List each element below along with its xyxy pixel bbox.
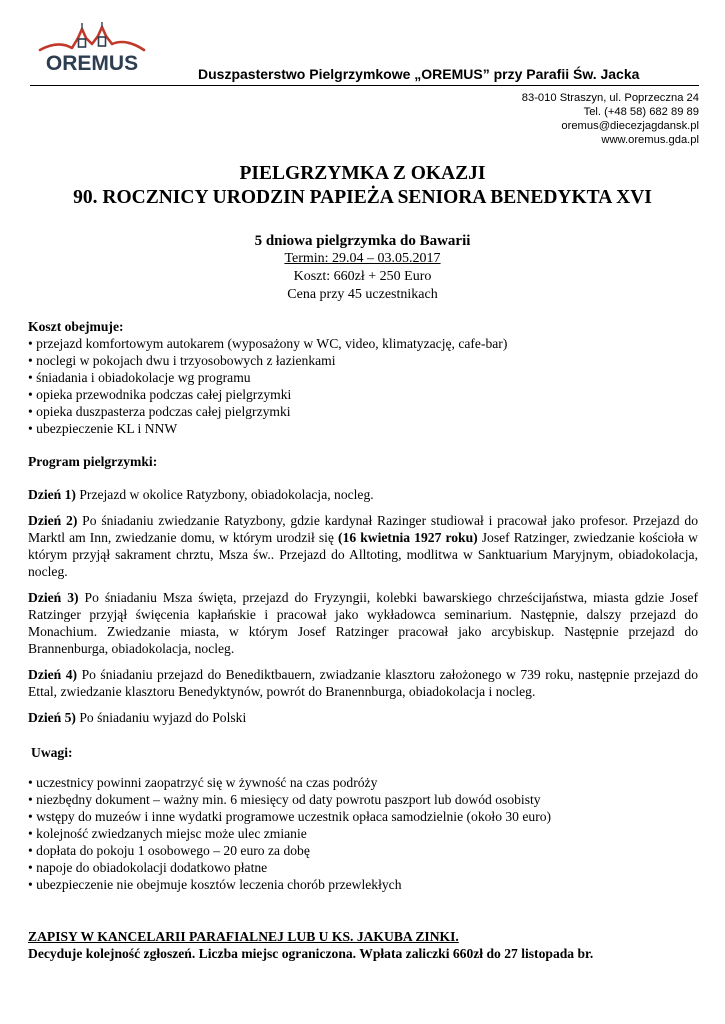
list-item: • opieka przewodnika podczas całej pielgrzymki <box>28 387 292 402</box>
page-title <box>0 162 725 210</box>
day-label: Dzień 4) <box>28 667 78 682</box>
street-address: 83-010 Straszyn, ul. Poprzeczna 24 <box>521 92 699 104</box>
includes-list <box>28 335 698 437</box>
trip-price-note: Cena przy 45 uczestnikach <box>287 287 438 302</box>
day-text: Przejazd w okolice Ratyzbony, obiadokolacja, nocleg. <box>75 487 374 502</box>
list-item: • kolejność zwiedzanych miejsc może ulec zmianie <box>28 826 307 841</box>
oremus-logo <box>38 22 146 80</box>
list-item: • noclegi w pokojach dwu i trzyosobowych z łazienkami <box>28 353 336 368</box>
list-item: • wstępy do muzeów i inne wydatki programowe uczestnik opłaca samodzielnie (około 30 euro) <box>28 809 552 824</box>
notes-list <box>28 774 698 893</box>
title-line-2: 90. ROCZNICY URODZIN PAPIEŻA SENIORA BENEDYKTA XVI <box>73 187 652 208</box>
contact-block <box>522 91 699 147</box>
program-days <box>28 486 698 726</box>
phone-number: Tel. (+48 58) 682 89 89 <box>583 106 699 118</box>
notes-heading: Uwagi: <box>31 745 73 760</box>
program-heading: Program pielgrzymki: <box>28 454 158 469</box>
day-label: Dzień 3) <box>28 590 79 605</box>
day-label: Dzień 1) <box>28 487 76 502</box>
list-item: • ubezpieczenie nie obejmuje kosztów leczenia chorób przewlekłych <box>28 877 402 892</box>
list-item: • uczestnicy powinni zaopatrzyć się w żywność na czas podróży <box>28 775 378 790</box>
day-label: Dzień 2) <box>28 513 78 528</box>
registration-title: ZAPISY W KANCELARII PARAFIALNEJ LUB U KS. JAKUBA ZINKI. <box>28 929 459 944</box>
day-text: Po śniadaniu przejazd do Benediktbauern, zwiadzanie klasztoru założonego w 739 roku, następnie przejazd do Ettal, zwiedzanie klasztoru Benedyktynów, powrót do Branennburga, obiadokolacja i nocleg. <box>28 667 698 699</box>
list-item: • niezbędny dokument – ważny min. 6 miesięcy od daty powrotu paszport lub dowód osobisty <box>28 792 541 807</box>
day-label: Dzień 5) <box>28 710 76 725</box>
list-item: • napoje do obiadokolacji dodatkowo płatne <box>28 860 268 875</box>
trip-summary <box>0 232 725 304</box>
day-text: Josef Ratzinger, zwiedzanie kościoła w którym przyjął sakrament chrztu, Msza św.. Przejazd do Alltoting, modlitwa w Sanktuarium Maryjnym, obiadokolacja, nocleg. <box>28 530 698 579</box>
title-line-1: PIELGRZYMKA Z OKAZJI <box>239 163 486 184</box>
logo-text: OREMUS <box>45 52 139 75</box>
list-item: • opieka duszpasterza podczas całej pielgrzymki <box>28 404 291 419</box>
list-item: • przejazd komfortowym autokarem (wyposażony w WC, video, klimatyzację, cafe-bar) <box>28 336 508 351</box>
day-text: Po śniadaniu Msza święta, przejazd do Fryzyngii, kolebki bawarskiego chrześcijaństwa, miasta gdzie Josef Ratzinger przyjął święcenia kapłańskie i pracował jako wykładowca seminarium. Następnie, dalszy przejazd do Monachium. Zwiedzanie miasta, w którym Josef Ratzinger pracował jako arcybiskup. Następnie przejazd do Brannenburga, obiadokolacja, nocleg. <box>28 590 698 656</box>
main-content <box>28 318 698 962</box>
trip-subtitle: 5 dniowa pielgrzymka do Bawarii <box>254 233 471 249</box>
header-divider <box>30 85 699 86</box>
list-item: • śniadania i obiadokolacje wg programu <box>28 370 251 385</box>
registration-note: Decyduje kolejność zgłoszeń. Liczba miejsc ograniczona. Wpłata zaliczki 660zł do 27 listopada br. <box>28 946 594 961</box>
website-link[interactable]: www.oremus.gda.pl <box>601 134 699 146</box>
organization-title: Duszpasterstwo Pielgrzymkowe „OREMUS” przy Parafii Św. Jacka <box>198 66 640 82</box>
list-item: • ubezpieczenie KL i NNW <box>28 421 178 436</box>
trip-dates: Termin: 29.04 – 03.05.2017 <box>284 251 441 266</box>
trip-cost: Koszt: 660zł + 250 Euro <box>293 269 432 284</box>
program-day-3 <box>28 589 698 657</box>
birth-date-highlight: (16 kwietnia 1927 roku) <box>338 530 478 545</box>
church-towers-icon <box>38 22 146 80</box>
program-day-5 <box>28 709 698 726</box>
program-day-1 <box>28 486 698 503</box>
program-day-2 <box>28 512 698 580</box>
email-link[interactable]: oremus@diecezjagdansk.pl <box>561 120 699 132</box>
day-text: Po śniadaniu zwiedzanie Ratyzbony, gdzie kardynał Razinger studiował i pracował jako profesor. Przejazd do Marktl am Inn, zwiedzanie domu, w którym urodził się <box>28 513 698 545</box>
includes-heading: Koszt obejmuje: <box>28 319 124 334</box>
list-item: • dopłata do pokoju 1 osobowego – 20 euro za dobę <box>28 843 310 858</box>
day-text: Po śniadaniu wyjazd do Polski <box>75 710 247 725</box>
program-day-4 <box>28 666 698 700</box>
